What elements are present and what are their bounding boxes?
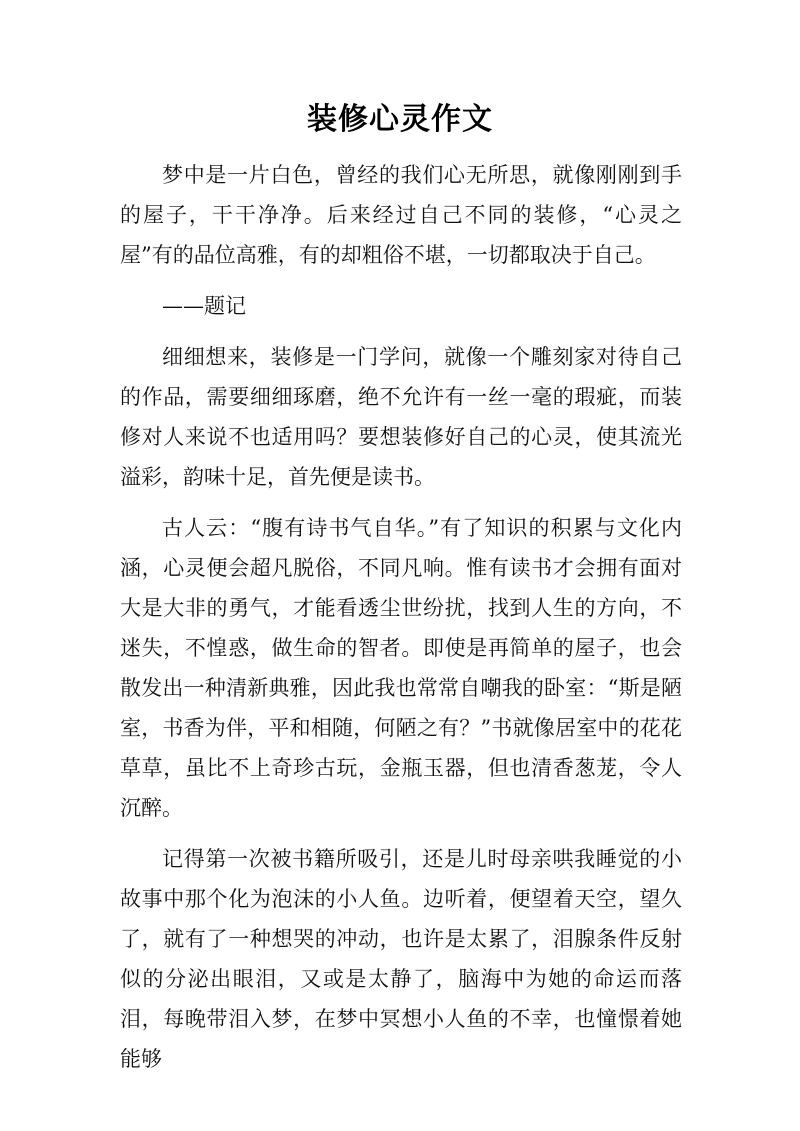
paragraph-memory: 记得第一次被书籍所吸引，还是儿时母亲哄我睡觉的小故事中那个化为泡沫的小人鱼。边听着，便望着天空，望久了，就有了一种想哭的冲动，也许是太累了，泪腺条件反射似的分泌出眼泪，又或是太静了，脑海中为她的命运而落泪，每晚带泪入梦，在梦中冥想小人鱼的不幸，也憧憬着她能够 [120, 847, 682, 1071]
paragraph-intro: 梦中是一片白色，曾经的我们心无所思，就像刚刚到手的屋子，干干净净。后来经过自己不同的装修，“心灵之屋”有的品位高雅，有的却粗俗不堪，一切都取决于自己。 [120, 163, 682, 267]
paragraph-decoration: 细细想来，装修是一门学问，就像一个雕刻家对待自己的作品，需要细细琢磨，绝不允许有一丝一毫的瑕疵，而装修对人来说不也适用吗？要想装修好自己的心灵，使其流光溢彩，韵味十足，首先便是读书。 [120, 345, 682, 489]
paragraph-epigraph-note: ——题记 [162, 294, 246, 318]
document-body [120, 155, 682, 1090]
paragraph-reading: 古人云：“腹有诗书气自华。”有了知识的积累与文化内涵，心灵便会超凡脱俗，不同凡响。惟有读书才会拥有面对大是大非的勇气，才能看透尘世纷扰，找到人生的方向，不迷失，不惶惑，做生命的智者。即使是再简单的屋子，也会散发出一种清新典雅，因此我也常常自嘲我的卧室：“斯是陋室，书香为伴，平和相随，何陋之有？”书就像居室中的花花草草，虽比不上奇珍古玩，金瓶玉器，但也清香葱茏，令人沉醉。 [120, 516, 682, 820]
document-title: 装修心灵作文 [307, 102, 493, 137]
